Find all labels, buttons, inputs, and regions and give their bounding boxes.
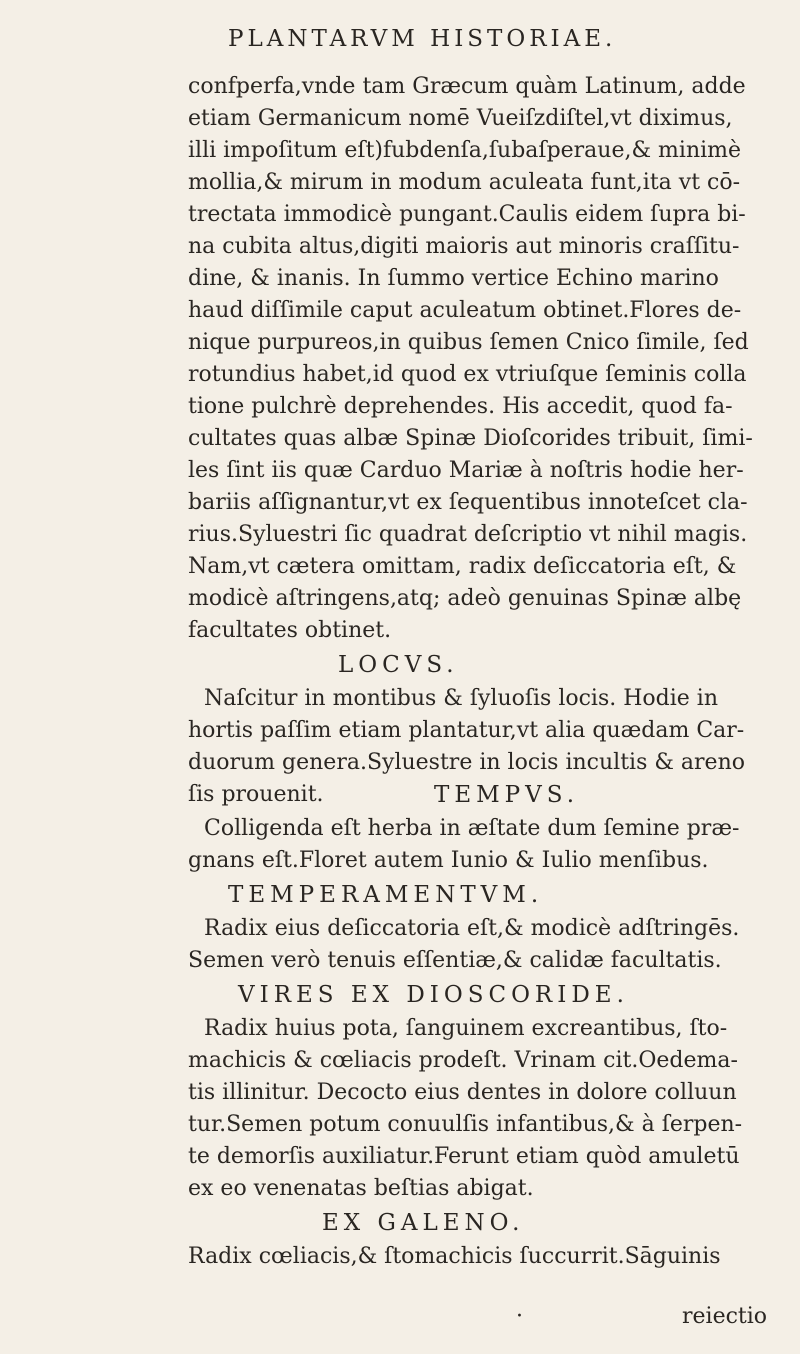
text-line: rius.Syluestri ſic quadrat deſcriptio vt nihil magis. (188, 522, 748, 547)
text-line: na cubita altus,digiti maioris aut minoris craſſitu- (188, 234, 740, 259)
text-line: tur.Semen potum conuulſis infantibus,& à ſerpen- (188, 1112, 743, 1137)
section-heading-vires: VIRES EX DIOSCORIDE. (238, 982, 629, 1008)
text-line: ſis prouenit. (188, 782, 324, 807)
text-line: modicè aſtringens,atq; adeò genuinas Spinæ albę (188, 586, 742, 611)
section-heading-temperamentum: TEMPERAMENTVM. (228, 882, 544, 908)
text-line: duorum genera.Syluestre in locis incultis & areno (188, 750, 745, 775)
text-line: Colligenda eſt herba in æſtate dum ſemine præ- (204, 816, 740, 841)
text-line: Radix eius deſiccatoria eſt,& modicè adſtringēs. (204, 916, 740, 941)
text-line: Radix huius pota, ſanguinem excreantibus, ſto- (204, 1016, 728, 1041)
text-line: confperfa,vnde tam Græcum quàm Latinum, adde (188, 74, 746, 99)
text-line: les ſint iis quæ Carduo Mariæ à noſtris hodie her- (188, 458, 744, 483)
text-line: mollia,& mirum in modum aculeata funt,ita vt cō- (188, 170, 741, 195)
section-heading-galeno: EX GALENO. (322, 1210, 525, 1236)
signature-mark: · (516, 1304, 523, 1329)
text-line: bariis aſſignantur,vt ex ſequentibus innoteſcet cla- (188, 490, 748, 515)
text-line: hortis paſſim etiam plantatur,vt alia quædam Car- (188, 718, 745, 743)
text-line: Semen verò tenuis eſſentiæ,& calidæ facultatis. (188, 948, 722, 973)
text-line: tis illinitur. Decocto eius dentes in dolore colluun (188, 1080, 737, 1105)
text-line: etiam Germanicum nomē Vueiſzdiſtel,vt diximus, (188, 106, 733, 131)
text-line: machicis & cœliacis prodeſt. Vrinam cit.Oedema- (188, 1048, 738, 1073)
text-line: Naſcitur in montibus & ſyluoſis locis. Hodie in (204, 686, 719, 711)
text-line: ex eo venenatas beſtias abigat. (188, 1176, 534, 1201)
text-line: haud diſſimile caput aculeatum obtinet.Flores de- (188, 298, 742, 323)
text-line: facultates obtinet. (188, 618, 392, 643)
text-line: te demorſis auxiliatur.Ferunt etiam quòd amuletū (188, 1144, 740, 1169)
text-line: nique purpureos,in quibus ſemen Cnico ſimile, ſed (188, 330, 749, 355)
text-line: tione pulchrè deprehendes. His accedit, quod fa- (188, 394, 733, 419)
catchword: reiectio (682, 1304, 768, 1329)
text-line: dine, & inanis. In ſummo vertice Echino marino (188, 266, 719, 291)
text-line: cultates quas albæ Spinæ Dioſcorides tribuit, ſimi- (188, 426, 753, 451)
section-heading-locus: LOCVS. (338, 652, 459, 678)
section-heading-tempus: TEMPVS. (434, 782, 580, 808)
text-line: Nam,vt cætera omittam, radix deſiccatoria eſt, & (188, 554, 737, 579)
text-line: gnans eſt.Floret autem Iunio & Iulio menſibus. (188, 848, 709, 873)
running-head: PLANTARVM HISTORIAE. (228, 26, 617, 52)
text-line: rotundius habet,id quod ex vtriuſque ſeminis colla (188, 362, 747, 387)
text-line: Radix cœliacis,& ſtomachicis ſuccurrit.Sāguinis (188, 1244, 721, 1269)
text-line: illi impoſitum eſt)fubdenſa,ſubaſperaue,& minimè (188, 138, 742, 163)
text-line: trectata immodicè pungant.Caulis eidem ſupra bi- (188, 202, 746, 227)
